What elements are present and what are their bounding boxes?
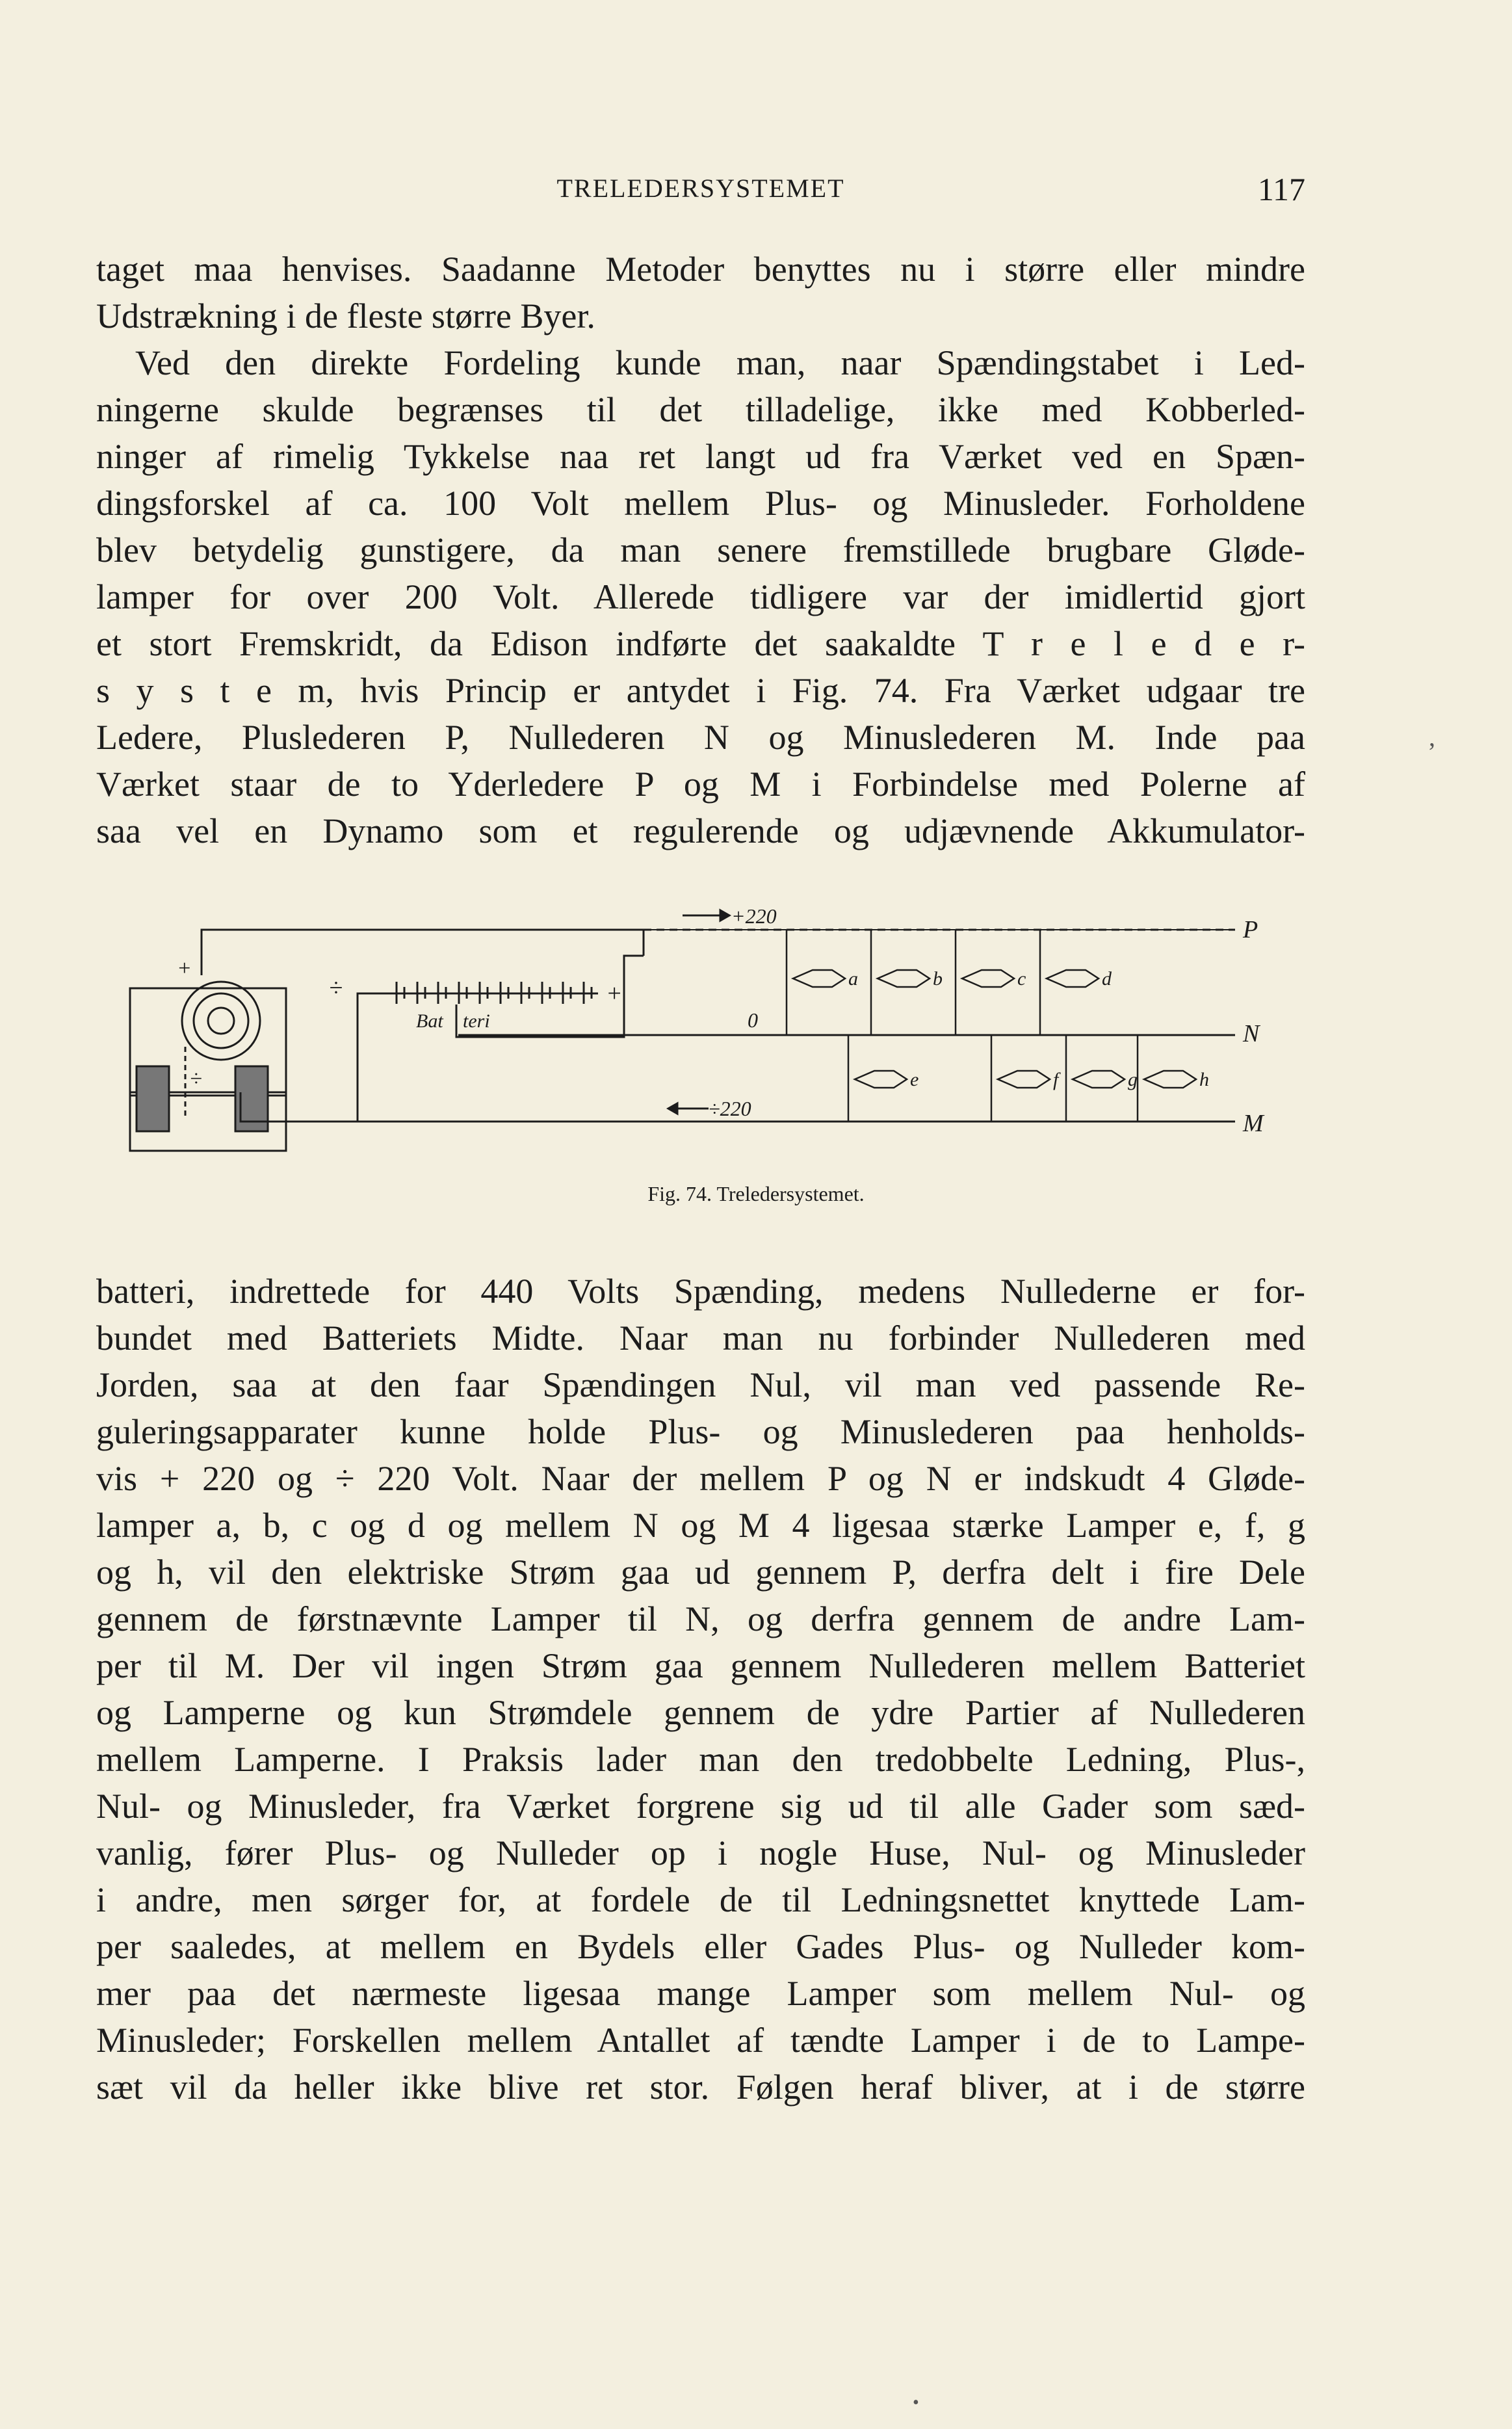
text-line: og h, vil den elektriske Strøm gaa ud gennem P, derfra delt i fire Dele [96,1553,1305,1592]
lamp-a [793,970,845,987]
lamp-e [855,1071,907,1088]
dynamo-minus-label: ÷ [190,1067,202,1091]
margin-dot-mark: • [913,2393,919,2413]
lamp-label-e: e [910,1069,919,1090]
conductor-label-M: M [1243,1110,1264,1137]
text-line: saa vel en Dynamo som et regulerende og udjævnende Akkumulator- [96,811,1305,850]
dynamo-plus-label: + [177,956,192,980]
lamp-g [1073,1071,1125,1088]
battery-label-2: teri [463,1010,490,1032]
margin-comma-mark: ‚ [1427,722,1437,752]
text-line: mer paa det nærmeste ligesaa mange Lamper som mellem Nul- og [96,1974,1305,2013]
text-line: Ledere, Pluslederen P, Nullederen N og Minuslederen M. Inde paa [96,718,1305,757]
lower-lamp-bank [848,1035,1196,1122]
text-line: per til M. Der vil ingen Strøm gaa gennem Nullederen mellem Batteriet [96,1646,1305,1685]
text-line: taget maa henvises. Saadanne Metoder benyttes nu i større eller mindre [96,250,1305,289]
conductor-label-N: N [1243,1020,1260,1047]
field-coil-left [137,1066,169,1131]
text-line: per saaledes, at mellem en Bydels eller Gades Plus- og Nulleder kom- [96,1927,1305,1966]
lamp-h [1144,1071,1196,1088]
lamp-label-f: f [1053,1069,1059,1090]
lamp-b [878,970,930,987]
battery-cells [387,982,598,1004]
text-line: gennem de førstnævnte Lamper til N, og derfra gennem de andre Lam- [96,1599,1305,1638]
text-line: og Lamperne og kun Strømdele gennem de ydre Partier af Nullederen [96,1693,1305,1732]
figure-caption: Fig. 74. Treledersystemet. [647,1182,865,1205]
text-line: bundet med Batteriets Midte. Naar man nu forbinder Nullederen med [96,1319,1305,1358]
lamp-d [1047,970,1099,987]
text-line: sæt vil da heller ikke blive ret stor. Følgen heraf bliver, at i de større [96,2068,1305,2107]
text-line: vanlig, fører Plus- og Nulleder op i nogle Huse, Nul- og Minusleder [96,1833,1305,1872]
lamp-label-d: d [1102,968,1112,990]
lamp-label-b: b [933,968,943,990]
text-line: Minusleder; Forskellen mellem Antallet af tændte Lamper i de to Lampe- [96,2021,1305,2060]
text-block-bottom [96,1268,1305,2110]
upper-lamp-bank [787,930,1099,1035]
lamp-f [998,1071,1050,1088]
conductor-label-P: P [1243,916,1258,943]
text-line: dingsforskel af ca. 100 Volt mellem Plus- og Minusleder. Forholdene [96,484,1305,523]
battery-plus-label: + [606,980,623,1007]
dynamo-minus-wire [241,1092,1118,1122]
battery-minus-label: ÷ [329,975,343,1002]
text-line: blev betydelig gunstigere, da man senere fremstillede brugbare Gløde- [96,531,1305,570]
plus-arrowhead [720,910,729,921]
dynamo-machine [130,982,286,1151]
dynamo-plus-wire [202,930,644,975]
text-line: vis + 220 og ÷ 220 Volt. Naar der mellem P og N er indskudt 4 Gløde- [96,1459,1305,1498]
plus-220-label: +220 [731,904,777,928]
text-line: i andre, men sørger for, at fordele de til Ledningsnettet knyttede Lam- [96,1880,1305,1919]
text-line: lamper for over 200 Volt. Allerede tidligere var der imidlertid gjort [96,577,1305,616]
lamp-c [962,970,1014,987]
text-line: ningerne skulde begrænses til det tilladelige, ikke med Kobberled- [96,390,1305,429]
minus-220-label: ÷220 [709,1097,751,1120]
lamp-label-c: c [1017,968,1026,990]
text-line: Ved den direkte Fordeling kunde man, naar Spændingstabet i Led- [135,343,1305,382]
text-line: ninger af rimelig Tykkelse naa ret langt ud fra Værket ved en Spæn- [96,437,1305,476]
figure-74 [124,897,1313,1222]
text-line: s y s t e m, hvis Princip er antydet i Fig. 74. Fra Værket udgaar tre [96,671,1305,710]
text-line: mellem Lamperne. I Praksis lader man den tredobbelte Ledning, Plus-, [96,1740,1305,1779]
text-line: Værket staar de to Yderledere P og M i Forbindelse med Polerne af [96,765,1305,804]
lamp-label-a: a [848,968,858,990]
text-block-top [96,246,1305,854]
dynamo-armature-inner [208,1008,234,1034]
lamp-label-g: g [1128,1069,1138,1090]
battery-minus-wire [358,993,387,1122]
running-title: TRELEDERSYSTEMET [556,174,845,203]
text-line: lamper a, b, c og d og mellem N og M 4 ligesaa stærke Lamper e, f, g [96,1506,1305,1545]
text-line: Nul- og Minusleder, fra Værket forgrene sig ud til alle Gader som sæd- [96,1787,1305,1826]
text-line: Jorden, saa at den faar Spændingen Nul, vil man ved passende Re- [96,1365,1305,1404]
page-number: 117 [1257,171,1305,207]
text-line: guleringsapparater kunne holde Plus- og Minuslederen paa henholds- [96,1412,1305,1451]
three-wire-diagram [124,897,1313,1222]
minus-arrowhead [668,1103,677,1114]
running-head [96,170,1305,209]
battery-label-1: Bat [416,1010,443,1032]
text-line: Udstrækning i de fleste større Byer. [96,296,595,335]
dynamo-armature-middle [194,993,248,1048]
text-line: et stort Fremskridt, da Edison indførte det saakaldte T r e l e d e r- [96,624,1305,663]
text-line: batteri, indrettede for 440 Volts Spænding, medens Nullederne er for- [96,1272,1305,1311]
zero-label: 0 [748,1008,758,1032]
lamp-label-h: h [1199,1069,1209,1090]
